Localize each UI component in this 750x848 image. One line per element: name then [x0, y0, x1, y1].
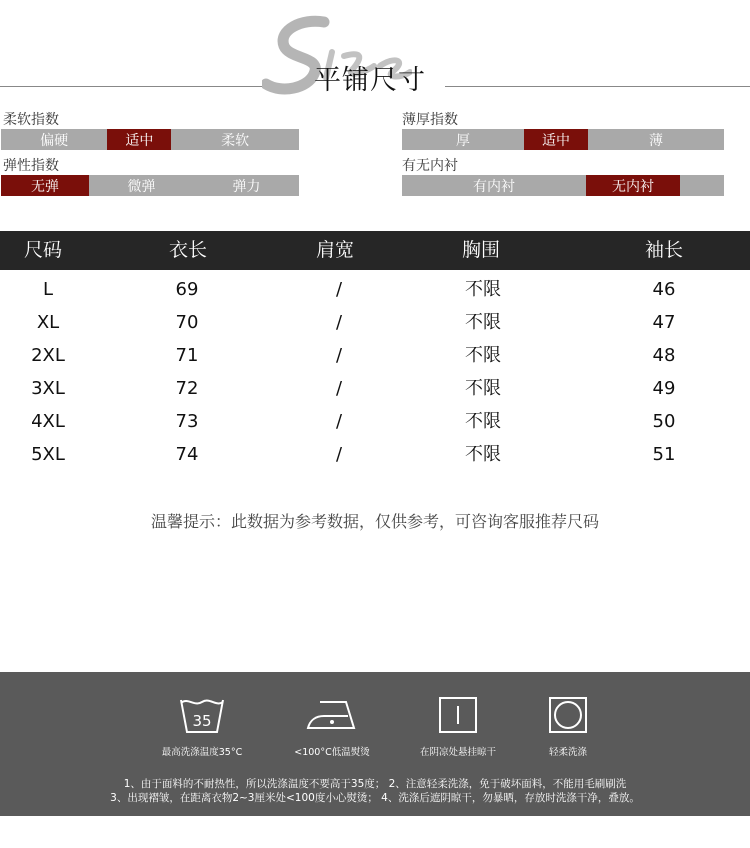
cell-size: XL — [36, 312, 60, 333]
softness-option-soft: 柔软 — [221, 132, 250, 149]
care-instructions-panel — [0, 672, 750, 816]
cell-size: L — [42, 279, 54, 300]
softness-bar — [1, 129, 299, 150]
cell-size: 5XL — [31, 444, 65, 465]
cell-chest: 不限 — [465, 378, 501, 399]
elasticity-bar — [1, 175, 299, 196]
cell-shoulder: / — [335, 378, 343, 399]
elasticity-option-none: 无弹 — [1, 175, 89, 196]
header-shoulder: 肩宽 — [315, 239, 354, 261]
care-caption-wash: 最高洗涤温度35°C — [161, 747, 243, 758]
cell-sleeve: 47 — [652, 312, 676, 333]
cell-length: 74 — [175, 444, 199, 465]
wash-35-icon — [177, 694, 227, 736]
table-row — [0, 405, 750, 438]
header-divider-left — [0, 86, 290, 87]
iron-low-icon — [302, 694, 362, 736]
cell-shoulder: / — [335, 345, 343, 366]
softness-label: 柔软指数 — [3, 112, 59, 128]
gentle-wash-icon — [547, 694, 589, 736]
header-size: 尺码 — [23, 239, 62, 261]
cell-sleeve: 46 — [652, 279, 676, 300]
size-table-header — [0, 231, 750, 270]
cell-length: 71 — [175, 345, 199, 366]
page-header — [0, 0, 750, 110]
lining-option-with: 有内衬 — [473, 178, 515, 195]
table-row — [0, 306, 750, 339]
cell-shoulder: / — [335, 312, 343, 333]
header-length: 衣长 — [168, 239, 207, 261]
cell-size: 2XL — [31, 345, 65, 366]
cell-chest: 不限 — [465, 444, 501, 465]
care-item-iron — [272, 694, 392, 764]
cell-chest: 不限 — [465, 411, 501, 432]
cell-length: 69 — [175, 279, 199, 300]
care-item-gentle — [508, 694, 628, 764]
lining-bar — [402, 175, 724, 196]
cell-size: 4XL — [31, 411, 65, 432]
lining-option-without: 无内衬 — [586, 175, 680, 196]
elasticity-option-stretch: 弹力 — [232, 178, 261, 195]
lining-label: 有无内衬 — [402, 158, 458, 174]
softness-option-medium: 适中 — [107, 129, 171, 150]
header-chest: 胸围 — [461, 239, 500, 261]
cell-shoulder: / — [335, 444, 343, 465]
table-row — [0, 273, 750, 306]
cell-sleeve: 48 — [652, 345, 676, 366]
table-row — [0, 438, 750, 471]
thickness-option-medium: 适中 — [524, 129, 588, 150]
cell-size: 3XL — [31, 378, 65, 399]
cell-length: 73 — [175, 411, 199, 432]
dry-shade-icon — [437, 694, 479, 736]
care-caption-iron: <100°C低温熨烫 — [294, 747, 370, 758]
care-item-wash — [142, 694, 262, 764]
header-divider-right — [445, 86, 750, 87]
elasticity-option-slight: 微弹 — [127, 178, 156, 195]
cell-chest: 不限 — [465, 279, 501, 300]
cell-sleeve: 49 — [652, 378, 676, 399]
size-reference-note: 温馨提示：此数据为参考数据，仅供参考，可咨询客服推荐尺码 — [150, 512, 599, 531]
cell-sleeve: 51 — [652, 444, 676, 465]
care-caption-dry: 在阴凉处悬挂晾干 — [419, 747, 496, 758]
cell-chest: 不限 — [465, 345, 501, 366]
care-text-line-1: 1、由于面料的不耐热性，所以洗涤温度不要高于35度； 2、注意轻柔洗涤，免于破坏面料，不能用毛刷刷洗 — [123, 778, 627, 790]
thickness-option-thin: 薄 — [649, 132, 663, 149]
cell-length: 70 — [175, 312, 199, 333]
table-row — [0, 339, 750, 372]
header-sleeve: 袖长 — [644, 239, 683, 261]
table-row — [0, 372, 750, 405]
thickness-bar — [402, 129, 724, 150]
cell-shoulder: / — [335, 411, 343, 432]
cell-length: 72 — [175, 378, 199, 399]
care-caption-gentle: 轻柔洗涤 — [548, 747, 587, 758]
care-text-line-2: 3、出现褶皱，在距离衣物2~3厘米处<100度小心熨烫； 4、洗涤后遮阴晾干，勿暴晒，存放时洗涤干净，叠放。 — [110, 792, 640, 804]
lining-bar-remainder — [680, 175, 724, 196]
care-item-dry — [398, 694, 518, 764]
cell-sleeve: 50 — [652, 411, 676, 432]
page-title: 平铺尺寸 — [314, 65, 426, 96]
thickness-option-thick: 厚 — [456, 132, 470, 149]
elasticity-label: 弹性指数 — [3, 158, 59, 174]
svg-text:35: 35 — [192, 712, 212, 730]
thickness-label: 薄厚指数 — [402, 112, 458, 128]
cell-shoulder: / — [335, 279, 343, 300]
softness-option-hard: 偏硬 — [40, 132, 69, 149]
cell-chest: 不限 — [465, 312, 501, 333]
